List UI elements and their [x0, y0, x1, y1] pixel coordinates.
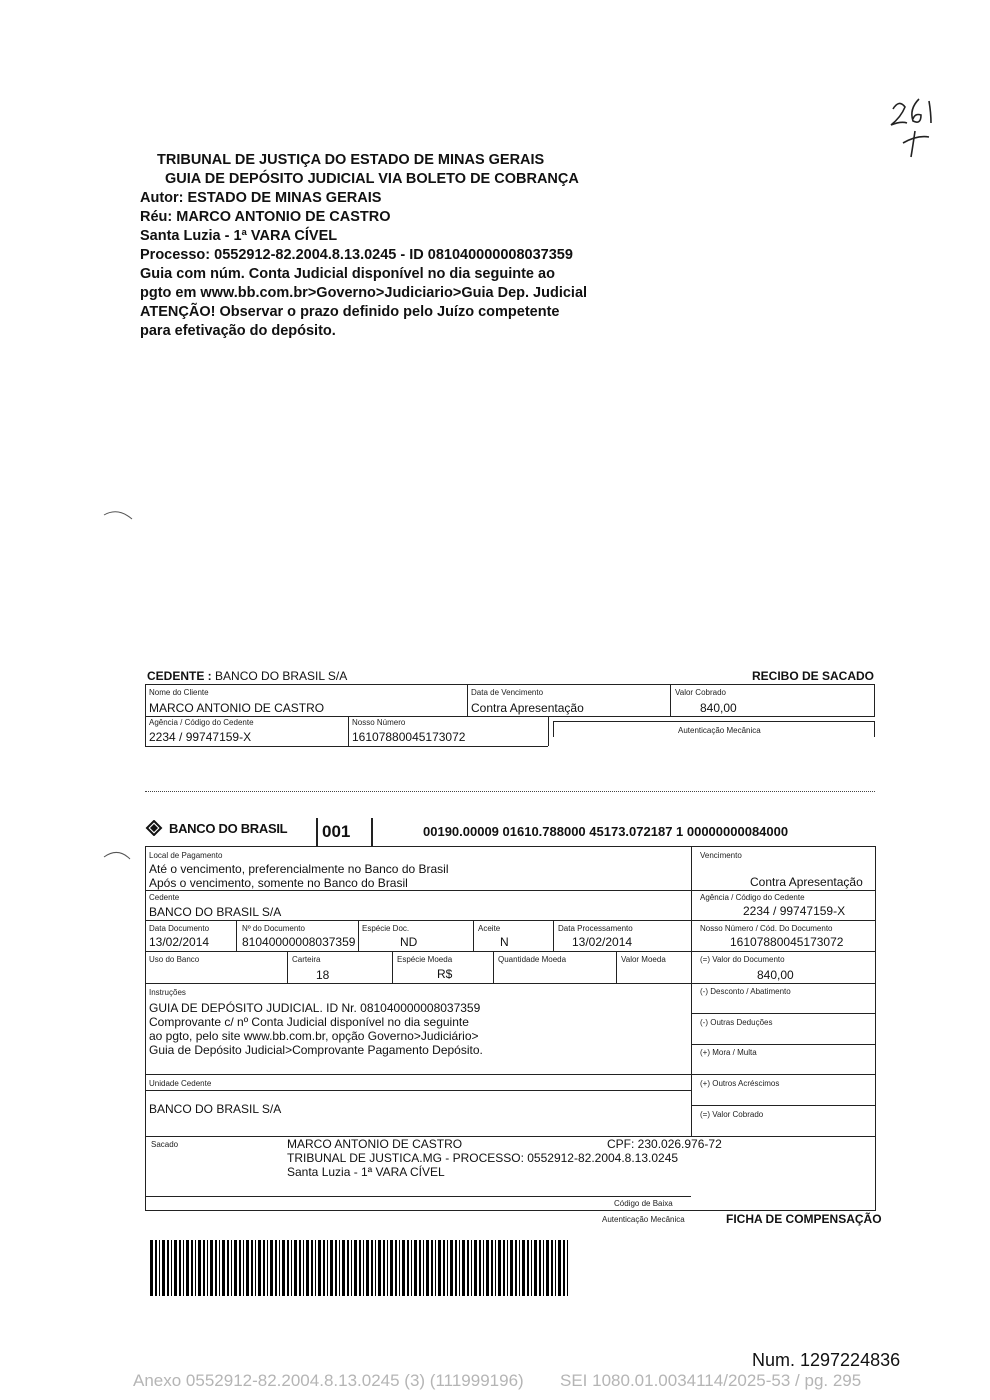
nosso-numero-label: Nosso Número / Cód. Do Documento	[700, 924, 833, 933]
guia-line-1: Guia com núm. Conta Judicial disponível no dia seguinte ao	[140, 266, 555, 282]
desconto-label: (-) Desconto / Abatimento	[700, 987, 791, 996]
recibo-valor-cobrado: 840,00	[700, 701, 737, 715]
processo-line: Processo: 0552912-82.2004.8.13.0245 - ID 081040000008037359	[140, 247, 573, 263]
carteira-label: Carteira	[292, 955, 321, 964]
recibo-nosso-numero: 16107880045173072	[352, 730, 466, 744]
guia-line-2: pgto em www.bb.com.br>Governo>Judiciario>Guia Dep. Judicial	[140, 285, 588, 301]
autor-line: Autor: ESTADO DE MINAS GERAIS	[140, 190, 382, 206]
reu-line: Réu: MARCO ANTONIO DE CASTRO	[140, 209, 391, 225]
num-documento: 81040000008037359	[242, 935, 356, 949]
guia-title: GUIA DE DEPÓSITO JUDICIAL VIA BOLETO DE COBRANÇA	[165, 171, 579, 187]
unidade-cedente: BANCO DO BRASIL S/A	[149, 1102, 282, 1116]
instrucoes-line-4: Guia de Depósito Judicial>Comprovante Pagamento Depósito.	[149, 1043, 483, 1057]
footer-num: Num. 1297224836	[752, 1350, 901, 1370]
bank-logo-icon	[145, 820, 163, 836]
instrucoes-line-2: Comprovante c/ nº Conta Judicial disponível no dia seguinte	[149, 1015, 469, 1029]
local-pagamento-label: Local de Pagamento	[149, 851, 223, 860]
footer-sei: SEI 1080.01.0034114/2025-53 / pg. 295	[560, 1371, 862, 1390]
especie-moeda: R$	[437, 967, 453, 981]
carteira: 18	[316, 968, 330, 982]
recibo-agencia: 2234 / 99747159-X	[149, 730, 252, 744]
agencia-value: 2234 / 99747159-X	[743, 904, 846, 918]
vara-line: Santa Luzia - 1ª VARA CÍVEL	[140, 228, 338, 244]
recibo-cedente-label: CEDENTE :	[147, 669, 212, 683]
vencimento-value: Contra Apresentação	[750, 875, 863, 889]
bank-logo	[145, 820, 287, 836]
recibo-cedente-value: BANCO DO BRASIL S/A	[215, 669, 348, 683]
num-documento-label: Nº do Documento	[242, 924, 305, 933]
local-pagamento-2: Após o vencimento, somente no Banco do Brasil	[149, 876, 408, 890]
recibo-nosso-numero-label: Nosso Número	[352, 718, 406, 727]
cedente-value: BANCO DO BRASIL S/A	[149, 905, 282, 919]
ficha-autenticacao-label: Autenticação Mecânica	[602, 1215, 685, 1224]
valor-moeda-label: Valor Moeda	[621, 955, 666, 964]
especie-doc: ND	[400, 935, 418, 949]
sacado-local: Santa Luzia - 1ª VARA CÍVEL	[287, 1165, 445, 1179]
especie-doc-label: Espécie Doc.	[362, 924, 410, 933]
quantidade-moeda-label: Quantidade Moeda	[498, 955, 567, 964]
mora-label: (+) Mora / Multa	[700, 1048, 757, 1057]
recibo-nome-cliente-label: Nome do Cliente	[149, 688, 209, 697]
bank-code: 001	[322, 822, 351, 841]
recibo-nome-cliente: MARCO ANTONIO DE CASTRO	[149, 701, 325, 715]
recibo-cedente	[147, 669, 347, 683]
vencimento-label: Vencimento	[700, 851, 742, 860]
recibo-data-venc-label: Data de Vencimento	[471, 688, 544, 697]
recibo-agencia-label: Agência / Código do Cedente	[149, 718, 254, 727]
recibo-title: RECIBO DE SACADO	[752, 669, 875, 683]
handwritten-page-mark	[885, 95, 945, 165]
footer-anexo: Anexo 0552912-82.2004.8.13.0245 (3) (111999196)	[133, 1371, 524, 1390]
local-pagamento-1: Até o vencimento, preferencialmente no Banco do Brasil	[149, 862, 449, 876]
atencao-line-1: ATENÇÃO! Observar o prazo definido pelo Juízo competente	[140, 304, 560, 320]
codigo-baixa-label: Código de Baixa	[614, 1199, 673, 1208]
data-processamento: 13/02/2014	[572, 935, 633, 949]
scan-mark	[100, 505, 140, 525]
valor-documento-label: (=) Valor do Documento	[700, 955, 785, 964]
outras-deducoes-label: (-) Outras Deduções	[700, 1018, 773, 1027]
bank-logo-text: BANCO DO BRASIL	[169, 820, 288, 836]
instrucoes-line-3: ao pgto, pelo site www.bb.com.br, opção Governo>Judiciário>	[149, 1029, 479, 1043]
instrucoes-line-1: GUIA DE DEPÓSITO JUDICIAL. ID Nr. 081040000008037359	[149, 1001, 481, 1015]
aceite: N	[500, 935, 509, 949]
recibo-data-venc: Contra Apresentação	[471, 701, 584, 715]
instrucoes-label: Instruções	[149, 988, 186, 997]
data-documento-label: Data Documento	[149, 924, 210, 933]
cut-line	[145, 791, 875, 792]
atencao-line-2: para efetivação do depósito.	[140, 323, 336, 339]
valor-documento: 840,00	[757, 968, 794, 982]
outros-acrescimos-label: (+) Outros Acréscimos	[700, 1079, 780, 1088]
linha-digitavel: 00190.00009 01610.788000 45173.072187 1 00000000084000	[423, 824, 789, 839]
unidade-cedente-label: Unidade Cedente	[149, 1079, 212, 1088]
data-documento: 13/02/2014	[149, 935, 210, 949]
valor-cobrado-label: (=) Valor Cobrado	[700, 1110, 764, 1119]
aceite-label: Aceite	[478, 924, 501, 933]
data-processamento-label: Data Processamento	[558, 924, 633, 933]
especie-moeda-label: Espécie Moeda	[397, 955, 453, 964]
scan-mark-2	[100, 845, 140, 865]
sacado-nome: MARCO ANTONIO DE CASTRO	[287, 1137, 463, 1151]
ficha-title: FICHA DE COMPENSAÇÃO	[726, 1212, 882, 1226]
sacado-cpf: CPF: 230.026.976-72	[607, 1137, 722, 1151]
recibo-valor-cobrado-label: Valor Cobrado	[675, 688, 726, 697]
cedente-label: Cedente	[149, 893, 180, 902]
nosso-numero: 16107880045173072	[730, 935, 844, 949]
sacado-label: Sacado	[151, 1140, 179, 1149]
recibo-autenticacao-label: Autenticação Mecânica	[678, 726, 761, 735]
uso-banco-label: Uso do Banco	[149, 955, 200, 964]
agencia-label: Agência / Código do Cedente	[700, 893, 805, 902]
barcode	[150, 1240, 572, 1296]
sacado-processo: TRIBUNAL DE JUSTICA.MG - PROCESSO: 0552912-82.2004.8.13.0245	[287, 1151, 679, 1165]
court-title: TRIBUNAL DE JUSTIÇA DO ESTADO DE MINAS GERAIS	[157, 152, 545, 168]
